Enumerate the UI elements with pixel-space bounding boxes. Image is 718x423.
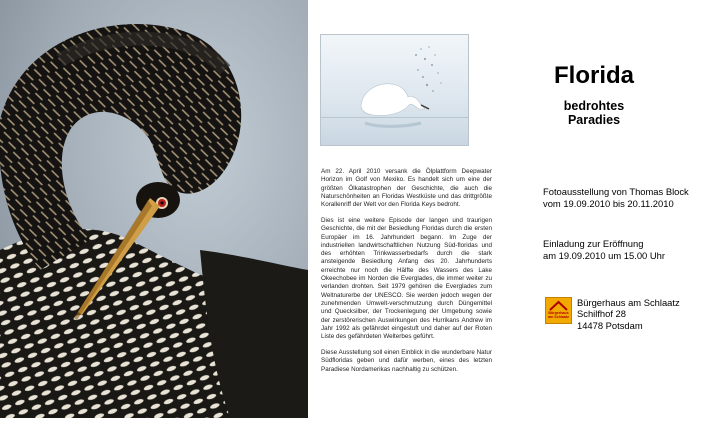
- article-paragraph: Dies ist eine weitere Episode der langen und traurigen Geschichte, die mit der Besiedlung Floridas durch die ersten Europäer im 16. Jahrhundert begann. Im Zuge der industriellen landwirtschaftlichen Nutzung Süd-floridas und des erhöhten Trinkwasserbedarfs durch die stark ansteigende Besiedlung Anfang des 20. Jahrhunderts erreichte nur noch die Hälfte des Wassers des Lake Okeechobee im Norden die Everglades, die immer weiter zu verlanden drohten. Seit 1979 gehören die Everglades zum Weltnaturerbe der UNESCO. Sie werden jedoch wegen der zunehmenden Umwelt-verschmutzung durch Düngemittel und Quecksilber, der Trockenlegung der Umgebung sowie der zerstörerischen Auswirkungen des Hurrikans Andrew im Jahr 1992 als gefährdet eingestuft und daher auf der Roten Liste des gefährdeten Welterbes geführt.: [321, 216, 492, 341]
- venue-city: 14478 Potsdam: [577, 319, 643, 331]
- page-title: Florida: [553, 62, 634, 89]
- venue-street: Schilfhof 28: [577, 308, 626, 320]
- page-subtitle: bedrohtes Paradies: [563, 99, 625, 127]
- egret-illustration: [321, 35, 468, 145]
- exhibition-dates: vom 19.09.2010 bis 20.11.2010: [543, 198, 674, 209]
- article-paragraph: Diese Ausstellung soll einen Einblick in die wunderbare Natur Südfloridas geben und dafür werben, eines des letzten Paradiese Nordamerikas nachhaltig zu schützen.: [321, 348, 492, 373]
- anhinga-photo: [0, 0, 308, 418]
- exhibition-title: Fotoausstellung von Thomas Block: [543, 186, 689, 197]
- article-body: [321, 168, 492, 381]
- invitation-title: Einladung zur Eröffnung: [543, 238, 644, 249]
- article-paragraph: Am 22. April 2010 versank die Ölplattform Deepwater Horizon im Golf von Mexiko. Es handelt sich um eine der größten Ölkatastrophen der Geschichte, die auch die Naturschönheiten an Floridas Westküste und das drittgrößte Korallenriff der Welt vor den Florida Keys bedroht.: [321, 168, 492, 209]
- venue-name: Bürgerhaus am Schlaatz: [577, 297, 680, 308]
- invitation-time: am 19.09.2010 um 15.00 Uhr: [543, 250, 665, 261]
- logo-text: Bürgerhaus am Schlaatz: [548, 311, 569, 319]
- venue-logo: [545, 297, 572, 324]
- exhibition-info: [543, 186, 689, 210]
- egret-photo: [320, 34, 469, 146]
- invitation-info: [543, 238, 665, 262]
- venue-address: [577, 297, 680, 331]
- anhinga-illustration: [0, 0, 308, 418]
